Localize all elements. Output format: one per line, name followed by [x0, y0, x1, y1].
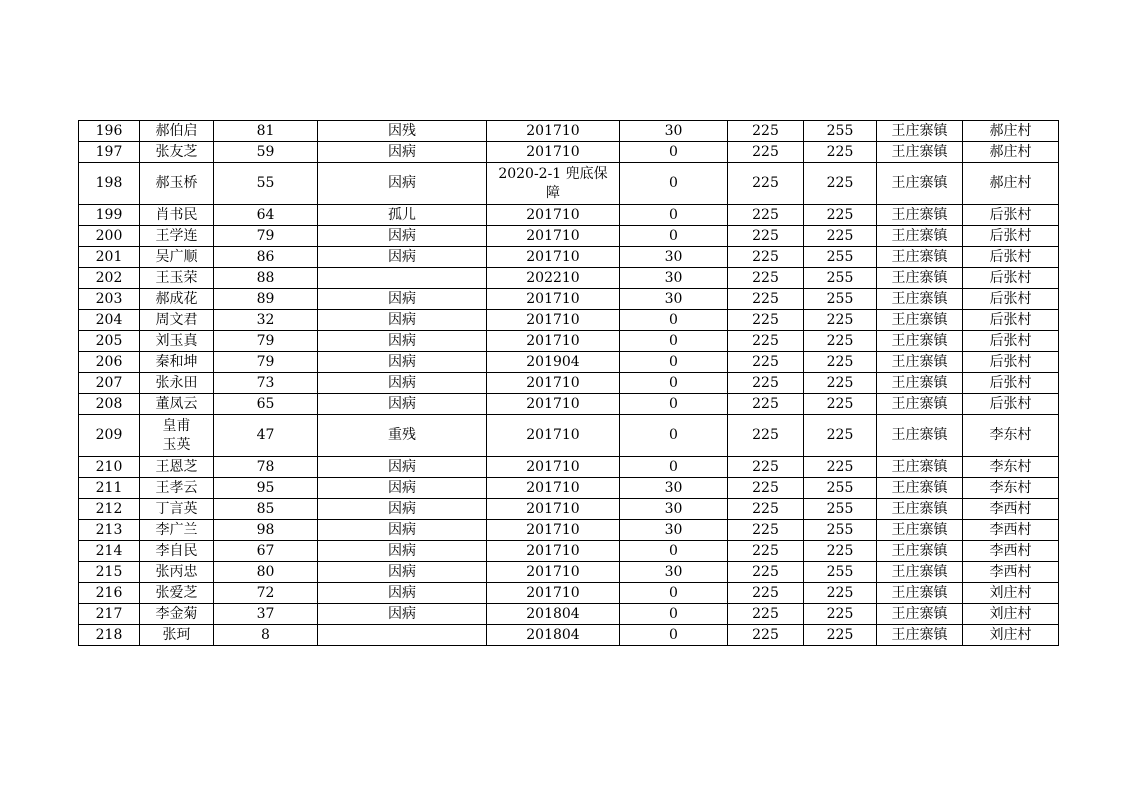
cell-name: 王学连	[140, 226, 214, 247]
table-row	[79, 625, 1059, 646]
cell-row-number: 199	[79, 205, 140, 226]
cell-subsidy: 0	[620, 205, 728, 226]
cell-total-amount: 255	[804, 121, 877, 142]
cell-town: 王庄寨镇	[877, 520, 963, 541]
cell-row-number: 213	[79, 520, 140, 541]
cell-age: 55	[214, 163, 318, 205]
cell-town: 王庄寨镇	[877, 205, 963, 226]
table-row	[79, 604, 1059, 625]
cell-subsidy: 0	[620, 373, 728, 394]
cell-reason: 重残	[318, 415, 487, 457]
cell-start-date: 201710	[487, 289, 620, 310]
cell-subsidy: 30	[620, 289, 728, 310]
cell-name: 王玉荣	[140, 268, 214, 289]
cell-row-number: 206	[79, 352, 140, 373]
cell-start-date: 201710	[487, 562, 620, 583]
cell-row-number: 201	[79, 247, 140, 268]
cell-subsidy: 30	[620, 520, 728, 541]
cell-reason: 因病	[318, 562, 487, 583]
cell-start-date: 2020-2-1 兜底保障	[487, 163, 620, 205]
cell-village: 李西村	[963, 562, 1059, 583]
cell-reason: 因病	[318, 247, 487, 268]
table-row	[79, 310, 1059, 331]
data-table	[78, 120, 1059, 646]
cell-town: 王庄寨镇	[877, 541, 963, 562]
cell-reason	[318, 268, 487, 289]
table-row	[79, 352, 1059, 373]
cell-row-number: 209	[79, 415, 140, 457]
cell-start-date: 201904	[487, 352, 620, 373]
cell-base-amount: 225	[728, 373, 804, 394]
cell-row-number: 196	[79, 121, 140, 142]
table-row	[79, 562, 1059, 583]
cell-name: 肖书民	[140, 205, 214, 226]
cell-total-amount: 225	[804, 142, 877, 163]
cell-village: 后张村	[963, 373, 1059, 394]
cell-village: 李西村	[963, 520, 1059, 541]
cell-name: 张珂	[140, 625, 214, 646]
cell-reason: 因病	[318, 373, 487, 394]
cell-town: 王庄寨镇	[877, 226, 963, 247]
cell-town: 王庄寨镇	[877, 394, 963, 415]
cell-start-date: 201710	[487, 121, 620, 142]
cell-reason: 孤儿	[318, 205, 487, 226]
cell-reason: 因残	[318, 121, 487, 142]
cell-reason: 因病	[318, 499, 487, 520]
cell-town: 王庄寨镇	[877, 142, 963, 163]
cell-town: 王庄寨镇	[877, 268, 963, 289]
cell-village: 后张村	[963, 247, 1059, 268]
cell-village: 后张村	[963, 205, 1059, 226]
cell-subsidy: 30	[620, 562, 728, 583]
cell-base-amount: 225	[728, 205, 804, 226]
cell-row-number: 207	[79, 373, 140, 394]
cell-total-amount: 225	[804, 604, 877, 625]
cell-village: 郝庄村	[963, 163, 1059, 205]
cell-name: 郝玉桥	[140, 163, 214, 205]
cell-total-amount: 255	[804, 247, 877, 268]
cell-subsidy: 0	[620, 625, 728, 646]
table-row	[79, 247, 1059, 268]
cell-row-number: 216	[79, 583, 140, 604]
cell-name: 李金菊	[140, 604, 214, 625]
cell-start-date: 201710	[487, 226, 620, 247]
cell-subsidy: 0	[620, 163, 728, 205]
cell-start-date: 201710	[487, 415, 620, 457]
cell-age: 73	[214, 373, 318, 394]
table-row	[79, 289, 1059, 310]
cell-age: 85	[214, 499, 318, 520]
cell-age: 65	[214, 394, 318, 415]
cell-town: 王庄寨镇	[877, 352, 963, 373]
cell-row-number: 202	[79, 268, 140, 289]
cell-town: 王庄寨镇	[877, 310, 963, 331]
cell-total-amount: 255	[804, 289, 877, 310]
cell-subsidy: 0	[620, 604, 728, 625]
cell-name: 周文君	[140, 310, 214, 331]
cell-reason	[318, 625, 487, 646]
cell-total-amount: 225	[804, 583, 877, 604]
cell-age: 37	[214, 604, 318, 625]
cell-town: 王庄寨镇	[877, 625, 963, 646]
cell-base-amount: 225	[728, 142, 804, 163]
cell-town: 王庄寨镇	[877, 163, 963, 205]
cell-reason: 因病	[318, 457, 487, 478]
cell-start-date: 201710	[487, 394, 620, 415]
cell-row-number: 217	[79, 604, 140, 625]
cell-name: 郝成花	[140, 289, 214, 310]
cell-row-number: 210	[79, 457, 140, 478]
cell-village: 李东村	[963, 457, 1059, 478]
cell-row-number: 215	[79, 562, 140, 583]
cell-village: 郝庄村	[963, 142, 1059, 163]
cell-reason: 因病	[318, 289, 487, 310]
cell-subsidy: 0	[620, 457, 728, 478]
cell-subsidy: 0	[620, 541, 728, 562]
cell-base-amount: 225	[728, 121, 804, 142]
cell-reason: 因病	[318, 520, 487, 541]
cell-subsidy: 30	[620, 499, 728, 520]
cell-reason: 因病	[318, 163, 487, 205]
cell-base-amount: 225	[728, 478, 804, 499]
cell-village: 后张村	[963, 331, 1059, 352]
cell-start-date: 201710	[487, 247, 620, 268]
cell-row-number: 208	[79, 394, 140, 415]
cell-total-amount: 225	[804, 625, 877, 646]
cell-subsidy: 0	[620, 394, 728, 415]
cell-base-amount: 225	[728, 163, 804, 205]
cell-start-date: 201710	[487, 583, 620, 604]
cell-base-amount: 225	[728, 289, 804, 310]
cell-name: 李广兰	[140, 520, 214, 541]
table-row	[79, 541, 1059, 562]
cell-subsidy: 0	[620, 226, 728, 247]
cell-town: 王庄寨镇	[877, 121, 963, 142]
cell-base-amount: 225	[728, 226, 804, 247]
cell-reason: 因病	[318, 478, 487, 499]
cell-village: 后张村	[963, 394, 1059, 415]
cell-age: 8	[214, 625, 318, 646]
cell-total-amount: 255	[804, 520, 877, 541]
cell-name: 丁言英	[140, 499, 214, 520]
table-body	[79, 121, 1059, 646]
cell-town: 王庄寨镇	[877, 604, 963, 625]
cell-base-amount: 225	[728, 457, 804, 478]
cell-total-amount: 225	[804, 373, 877, 394]
table-row	[79, 331, 1059, 352]
cell-base-amount: 225	[728, 562, 804, 583]
cell-reason: 因病	[318, 583, 487, 604]
cell-village: 后张村	[963, 352, 1059, 373]
cell-name: 李自民	[140, 541, 214, 562]
cell-base-amount: 225	[728, 268, 804, 289]
cell-age: 67	[214, 541, 318, 562]
cell-town: 王庄寨镇	[877, 478, 963, 499]
cell-total-amount: 255	[804, 268, 877, 289]
cell-age: 32	[214, 310, 318, 331]
table-row	[79, 226, 1059, 247]
cell-town: 王庄寨镇	[877, 499, 963, 520]
cell-start-date: 201710	[487, 373, 620, 394]
cell-subsidy: 0	[620, 142, 728, 163]
cell-subsidy: 30	[620, 478, 728, 499]
cell-age: 98	[214, 520, 318, 541]
cell-subsidy: 30	[620, 121, 728, 142]
cell-base-amount: 225	[728, 415, 804, 457]
cell-base-amount: 225	[728, 520, 804, 541]
cell-start-date: 201710	[487, 142, 620, 163]
table-row	[79, 268, 1059, 289]
cell-age: 47	[214, 415, 318, 457]
cell-town: 王庄寨镇	[877, 247, 963, 268]
cell-village: 李西村	[963, 499, 1059, 520]
cell-start-date: 201710	[487, 520, 620, 541]
cell-age: 72	[214, 583, 318, 604]
cell-age: 80	[214, 562, 318, 583]
cell-village: 刘庄村	[963, 583, 1059, 604]
cell-age: 88	[214, 268, 318, 289]
table-row	[79, 121, 1059, 142]
cell-base-amount: 225	[728, 352, 804, 373]
cell-total-amount: 255	[804, 478, 877, 499]
cell-start-date: 201710	[487, 478, 620, 499]
cell-name: 刘玉真	[140, 331, 214, 352]
cell-name: 张丙忠	[140, 562, 214, 583]
cell-row-number: 203	[79, 289, 140, 310]
cell-total-amount: 225	[804, 352, 877, 373]
cell-start-date: 201804	[487, 604, 620, 625]
cell-total-amount: 225	[804, 205, 877, 226]
cell-total-amount: 225	[804, 310, 877, 331]
cell-name: 张友芝	[140, 142, 214, 163]
cell-start-date: 202210	[487, 268, 620, 289]
cell-reason: 因病	[318, 352, 487, 373]
cell-name: 王孝云	[140, 478, 214, 499]
cell-town: 王庄寨镇	[877, 331, 963, 352]
cell-age: 64	[214, 205, 318, 226]
cell-subsidy: 0	[620, 583, 728, 604]
cell-start-date: 201710	[487, 457, 620, 478]
cell-start-date: 201710	[487, 205, 620, 226]
cell-town: 王庄寨镇	[877, 562, 963, 583]
cell-base-amount: 225	[728, 394, 804, 415]
table-row	[79, 583, 1059, 604]
cell-start-date: 201710	[487, 331, 620, 352]
cell-reason: 因病	[318, 394, 487, 415]
cell-name: 皇甫玉英	[140, 415, 214, 457]
cell-base-amount: 225	[728, 247, 804, 268]
cell-name: 张爱芝	[140, 583, 214, 604]
cell-town: 王庄寨镇	[877, 583, 963, 604]
cell-total-amount: 225	[804, 226, 877, 247]
cell-subsidy: 30	[620, 268, 728, 289]
table-row	[79, 415, 1059, 457]
cell-age: 79	[214, 226, 318, 247]
cell-start-date: 201710	[487, 499, 620, 520]
cell-row-number: 198	[79, 163, 140, 205]
cell-village: 李东村	[963, 415, 1059, 457]
cell-row-number: 197	[79, 142, 140, 163]
cell-reason: 因病	[318, 310, 487, 331]
cell-total-amount: 225	[804, 331, 877, 352]
cell-base-amount: 225	[728, 310, 804, 331]
table-row	[79, 163, 1059, 205]
cell-town: 王庄寨镇	[877, 373, 963, 394]
cell-row-number: 218	[79, 625, 140, 646]
cell-village: 后张村	[963, 310, 1059, 331]
cell-age: 89	[214, 289, 318, 310]
cell-start-date: 201804	[487, 625, 620, 646]
cell-subsidy: 0	[620, 352, 728, 373]
cell-age: 79	[214, 331, 318, 352]
table-row	[79, 373, 1059, 394]
cell-name: 张永田	[140, 373, 214, 394]
cell-village: 李东村	[963, 478, 1059, 499]
cell-village: 后张村	[963, 289, 1059, 310]
cell-reason: 因病	[318, 226, 487, 247]
cell-age: 79	[214, 352, 318, 373]
cell-row-number: 211	[79, 478, 140, 499]
cell-name: 董凤云	[140, 394, 214, 415]
cell-total-amount: 225	[804, 415, 877, 457]
cell-reason: 因病	[318, 331, 487, 352]
table-row	[79, 457, 1059, 478]
cell-reason: 因病	[318, 604, 487, 625]
cell-town: 王庄寨镇	[877, 289, 963, 310]
cell-total-amount: 255	[804, 562, 877, 583]
cell-total-amount: 225	[804, 394, 877, 415]
cell-subsidy: 0	[620, 310, 728, 331]
cell-age: 78	[214, 457, 318, 478]
cell-reason: 因病	[318, 142, 487, 163]
table-row	[79, 499, 1059, 520]
cell-name: 吴广顺	[140, 247, 214, 268]
cell-village: 后张村	[963, 226, 1059, 247]
cell-town: 王庄寨镇	[877, 415, 963, 457]
cell-total-amount: 225	[804, 541, 877, 562]
cell-subsidy: 0	[620, 331, 728, 352]
cell-start-date: 201710	[487, 541, 620, 562]
cell-name: 秦和坤	[140, 352, 214, 373]
cell-base-amount: 225	[728, 499, 804, 520]
table-row	[79, 142, 1059, 163]
cell-age: 59	[214, 142, 318, 163]
cell-reason: 因病	[318, 541, 487, 562]
cell-village: 后张村	[963, 268, 1059, 289]
table-row	[79, 478, 1059, 499]
cell-subsidy: 0	[620, 415, 728, 457]
cell-total-amount: 225	[804, 457, 877, 478]
table-row	[79, 394, 1059, 415]
cell-base-amount: 225	[728, 604, 804, 625]
table-row	[79, 520, 1059, 541]
cell-row-number: 214	[79, 541, 140, 562]
cell-base-amount: 225	[728, 541, 804, 562]
cell-row-number: 200	[79, 226, 140, 247]
cell-name: 王恩芝	[140, 457, 214, 478]
cell-subsidy: 30	[620, 247, 728, 268]
cell-total-amount: 225	[804, 163, 877, 205]
cell-village: 刘庄村	[963, 625, 1059, 646]
cell-row-number: 212	[79, 499, 140, 520]
cell-base-amount: 225	[728, 583, 804, 604]
cell-age: 81	[214, 121, 318, 142]
cell-row-number: 205	[79, 331, 140, 352]
cell-village: 郝庄村	[963, 121, 1059, 142]
cell-town: 王庄寨镇	[877, 457, 963, 478]
cell-total-amount: 255	[804, 499, 877, 520]
cell-village: 李西村	[963, 541, 1059, 562]
cell-start-date: 201710	[487, 310, 620, 331]
cell-village: 刘庄村	[963, 604, 1059, 625]
cell-name: 郝伯启	[140, 121, 214, 142]
cell-base-amount: 225	[728, 625, 804, 646]
table-row	[79, 205, 1059, 226]
cell-base-amount: 225	[728, 331, 804, 352]
cell-row-number: 204	[79, 310, 140, 331]
cell-age: 95	[214, 478, 318, 499]
cell-age: 86	[214, 247, 318, 268]
